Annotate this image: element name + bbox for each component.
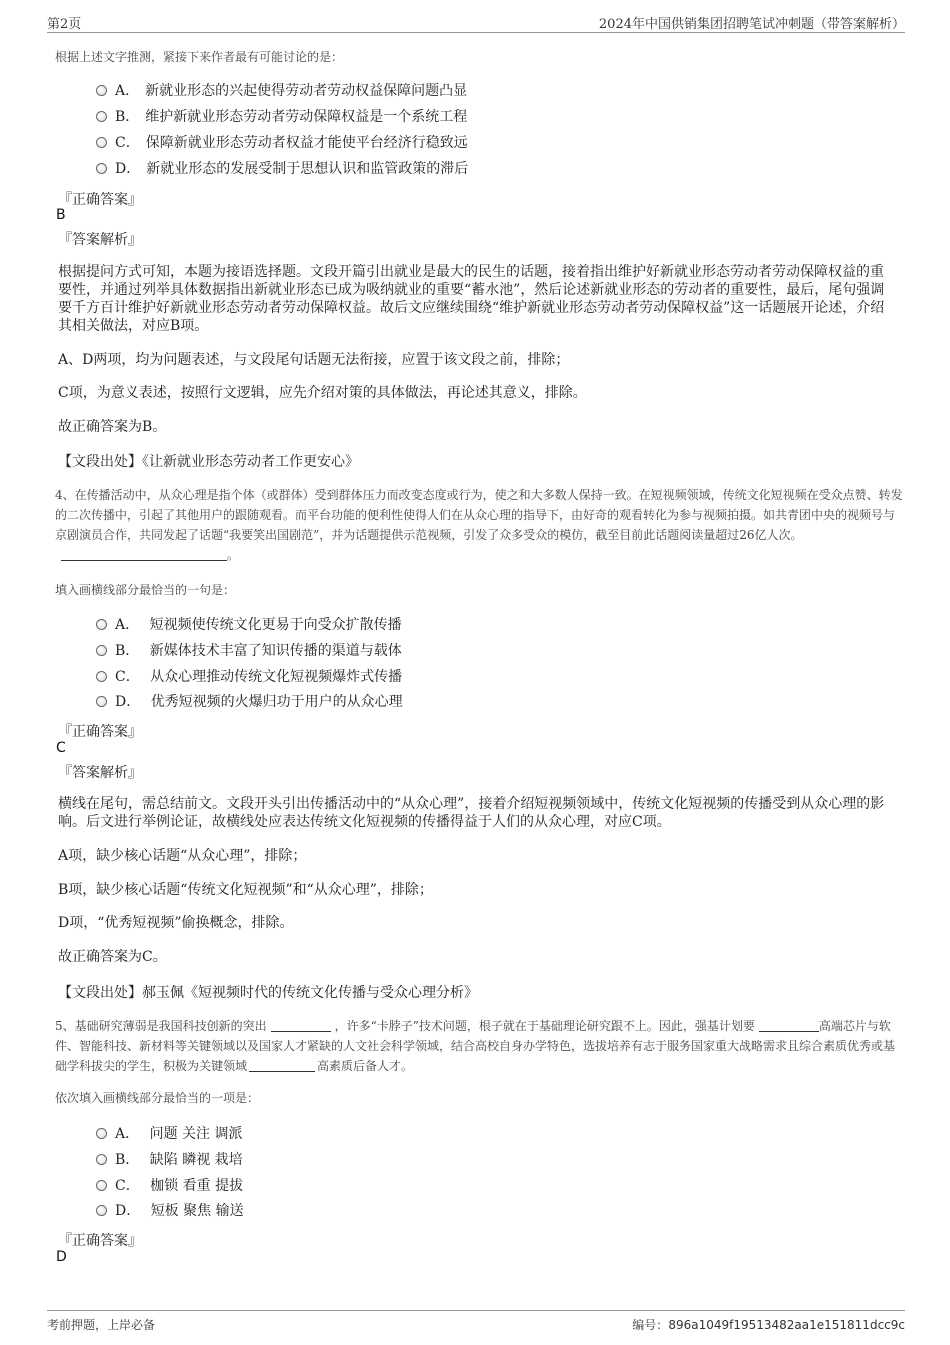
- q5-option-b[interactable]: B． 缺陷 瞵视 栽培: [96, 1150, 243, 1170]
- correct-answer: B: [56, 207, 66, 223]
- q3-prompt: 根据上述文字推测，紧接下来作者最有可能讨论的是：: [55, 50, 344, 64]
- document-title: 2024年中国供销集团招聘笔试冲刺题（带答案解析）: [598, 17, 905, 32]
- footer-slogan: 考前押题，上岸必备: [47, 1318, 156, 1332]
- q4-option-a[interactable]: A． 短视频使传统文化更易于向受众扩散传播: [96, 615, 402, 635]
- fill-blank: [759, 1019, 819, 1032]
- analysis-paragraph: D项，“优秀短视频”偷换概念，排除。: [58, 915, 294, 931]
- q5-stem: 5、基础研究薄弱是我国科技创新的突出 ，许多“卡脖子”技术问题，根子就在于基础理论研究跟不上。因此，强基计划要 高端芯片与软件、智能科技、新材料等关键领域以及国家人才紧缺的人文社会科学领域，结合高校自身办学特色，选拔培养有志于服务国家重大战略需求且综合素质优秀或基础学科拔尖的学生，积极为关键领域 高素质后备人才。: [55, 1019, 896, 1073]
- answer-label: 『正确答案』: [58, 192, 142, 208]
- page-number: 第2页: [47, 17, 82, 32]
- analysis-paragraph: 故正确答案为B。: [58, 419, 167, 435]
- q4-option-c[interactable]: C． 从众心理推动传统文化短视频爆炸式传播: [96, 667, 402, 687]
- document-code: 编号：896a1049f19513482aa1e151811dcc9c: [632, 1318, 905, 1332]
- fill-blank: [271, 1019, 331, 1032]
- analysis-paragraph: A项，缺少核心话题“从众心理”，排除；: [58, 848, 307, 864]
- analysis-paragraph: C项，为意义表述，按照行文逻辑，应先介绍对策的具体做法，再论述其意义，排除。: [58, 385, 587, 401]
- radio-icon[interactable]: [96, 163, 107, 174]
- passage-source: 【文段出处】郝玉佩《短视频时代的传统文化传播与受众心理分析》: [58, 985, 478, 1001]
- radio-icon[interactable]: [96, 1154, 107, 1165]
- radio-icon[interactable]: [96, 1180, 107, 1191]
- q3-option-d[interactable]: D． 新就业形态的发展受制于思想认识和监管政策的滞后: [96, 159, 468, 179]
- fill-blank: [61, 548, 227, 561]
- q3-option-c[interactable]: C． 保障新就业形态劳动者权益才能使平台经济行稳致远: [96, 133, 468, 153]
- radio-icon[interactable]: [96, 696, 107, 707]
- q5-prompt: 依次填入画横线部分最恰当的一项是：: [55, 1091, 260, 1105]
- radio-icon[interactable]: [96, 1128, 107, 1139]
- correct-answer: D: [56, 1249, 67, 1265]
- radio-icon[interactable]: [96, 111, 107, 122]
- correct-answer: C: [56, 740, 66, 756]
- analysis-label: 『答案解析』: [58, 765, 142, 781]
- radio-icon[interactable]: [96, 85, 107, 96]
- page-footer: [47, 1310, 905, 1335]
- q4-option-b[interactable]: B． 新媒体技术丰富了知识传播的渠道与载体: [96, 641, 402, 661]
- radio-icon[interactable]: [96, 619, 107, 630]
- q3-option-a[interactable]: A． 新就业形态的兴起使得劳动者劳动权益保障问题凸显: [96, 81, 467, 101]
- radio-icon[interactable]: [96, 671, 107, 682]
- q3-option-b[interactable]: B． 维护新就业形态劳动者劳动保障权益是一个系统工程: [96, 107, 467, 127]
- passage-source: 【文段出处】《让新就业形态劳动者工作更安心》: [58, 454, 359, 470]
- analysis-paragraph: 根据提问方式可知，本题为接语选择题。文段开篇引出就业是最大的民生的话题，接着指出维护好新就业形态劳动者劳动保障权益的重要性，并通过列举具体数据指出新就业形态已成为吸纳就业的重要“蓄水池”，然后论述新就业形态的劳动者的重要性，最后，尾句强调要千方百计维护好新就业形态劳动者劳动保障权益。故后文应继续围绕“维护新就业形态劳动者劳动保障权益”这一话题展开论述，介绍其相关做法，对应B项。: [58, 264, 885, 334]
- radio-icon[interactable]: [96, 1205, 107, 1216]
- analysis-paragraph: 故正确答案为C。: [58, 949, 167, 965]
- answer-label: 『正确答案』: [58, 1233, 142, 1249]
- q5-option-c[interactable]: C． 枷锁 看重 提拔: [96, 1176, 243, 1196]
- q5-option-d[interactable]: D． 短板 聚焦 输送: [96, 1201, 244, 1221]
- analysis-paragraph: 横线在尾句，需总结前文。文段开头引出传播活动中的“从众心理”，接着介绍短视频领域中，传统文化短视频的传播受到从众心理的影响。后文进行举例论证，故横线处应表达传统文化短视频的传播得益于人们的从众心理，对应C项。: [58, 796, 885, 830]
- page-header: [47, 10, 905, 33]
- analysis-paragraph: A、D两项，均为问题表述，与文段尾句话题无法衔接，应置于该文段之前，排除；: [58, 352, 570, 368]
- radio-icon[interactable]: [96, 137, 107, 148]
- analysis-paragraph: B项，缺少核心话题“传统文化短视频”和“从众心理”，排除；: [58, 882, 433, 898]
- answer-label: 『正确答案』: [58, 724, 142, 740]
- fill-blank: [249, 1059, 315, 1072]
- q4-stem: 4、在传播活动中，从众心理是指个体（或群体）受到群体压力而改变态度或行为，使之和大多数人保持一致。在短视频领域，传统文化短视频在受众点赞、转发的二次传播中，引起了其他用户的跟随观看。而平台功能的便利性使得人们在从众心理的指导下，由好奇的观看转化为参与视频拍摄。如共青团中央的视频号与京剧演员合作，共同发起了话题“我要笑出国剧范”，并为话题提供示范视频，引发了众多受众的模仿，截至目前此话题阅读量超过26亿人次。。: [55, 488, 903, 562]
- analysis-label: 『答案解析』: [58, 232, 142, 248]
- q4-option-d[interactable]: D． 优秀短视频的火爆归功于用户的从众心理: [96, 692, 403, 712]
- q4-prompt: 填入画横线部分最恰当的一句是：: [55, 583, 236, 597]
- q5-option-a[interactable]: A． 问题 关注 调派: [96, 1124, 242, 1144]
- radio-icon[interactable]: [96, 645, 107, 656]
